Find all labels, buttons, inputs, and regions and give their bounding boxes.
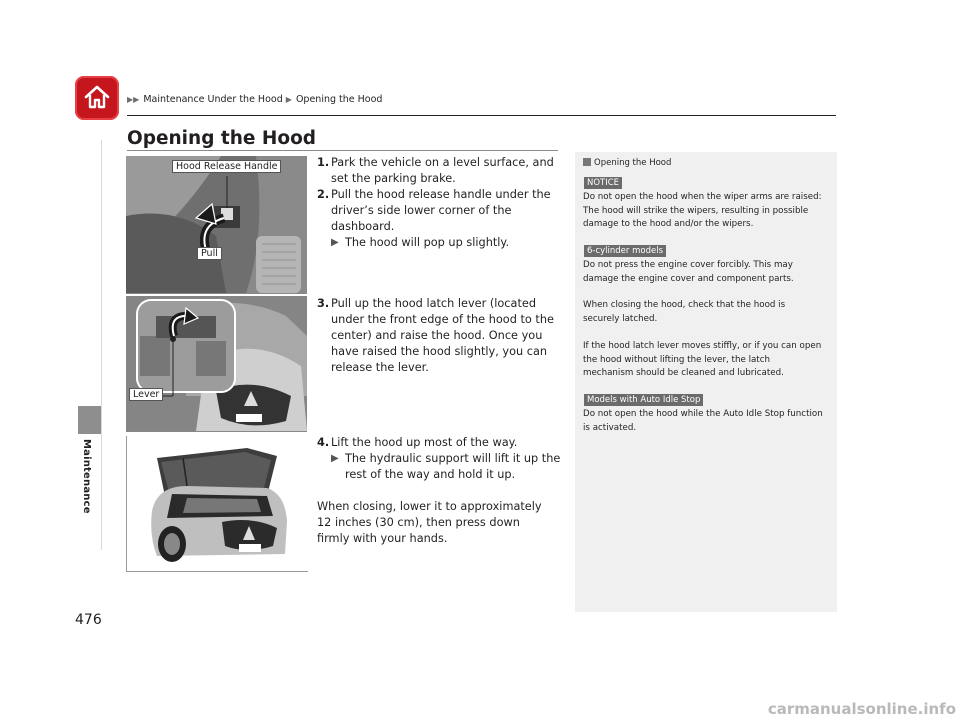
result-text: The hood will pop up slightly.: [345, 236, 510, 249]
title-divider: [127, 150, 558, 151]
sidebar-divider: [101, 140, 102, 550]
callout-lever: Lever: [129, 388, 163, 401]
header-divider: [127, 115, 836, 116]
side-note-title: [583, 158, 671, 168]
figure-hood-raised: [126, 436, 308, 572]
steps-block: [317, 155, 567, 251]
step-number: 2.: [317, 188, 330, 201]
step-text: Lift the hood up most of the way.: [331, 436, 518, 449]
figure-hood-release-handle: [126, 156, 307, 294]
hood-raised-illustration: [127, 436, 308, 571]
step-text: Pull the hood release handle under the driver’s side lower corner of the dashboard.: [331, 188, 551, 233]
breadcrumb-arrow-icon: ▶▶: [127, 95, 140, 104]
step-number: 1.: [317, 156, 330, 169]
page-number: 476: [75, 612, 102, 628]
result-arrow-icon: ▶: [331, 237, 339, 248]
reference-icon: [583, 158, 591, 166]
step-text: Park the vehicle on a level surface, and set the parking brake.: [331, 156, 554, 185]
step-1: [317, 155, 567, 187]
hood-latch-illustration: [126, 296, 307, 431]
side-note-title-text: Opening the Hood: [594, 158, 672, 168]
six-cylinder-text: Do not press the engine cover forcibly. This may damage the engine cover and component parts.: [583, 260, 794, 284]
step-number: 4.: [317, 436, 330, 449]
auto-idle-stop-tag: Models with Auto Idle Stop: [584, 394, 703, 406]
closing-instructions: When closing, lower it to approximately 12 inches (30 cm), then press down firmly with your hands.: [317, 500, 542, 545]
step-number: 3.: [317, 297, 330, 310]
steps-block-3: [317, 296, 567, 376]
step-text: Pull up the hood latch lever (located under the front edge of the hood to the center) and raise the hood. Once you have raised the hood slightly, you can release the lever.: [331, 297, 554, 374]
home-button[interactable]: [75, 76, 119, 120]
breadcrumb: [127, 94, 382, 105]
result-arrow-icon: ▶: [331, 453, 339, 464]
notice-tag: NOTICE: [584, 177, 622, 189]
hood-release-illustration: [126, 156, 307, 293]
breadcrumb-link-maintenance[interactable]: Maintenance Under the Hood: [143, 94, 283, 105]
breadcrumb-current: Opening the Hood: [295, 94, 383, 105]
callout-pull: Pull: [197, 247, 222, 260]
result-text: The hydraulic support will lift it up the rest of the way and hold it up.: [345, 452, 561, 481]
six-cylinder-tag: 6-cylinder models: [584, 245, 666, 257]
step-2: [317, 187, 567, 235]
step-4: [317, 435, 567, 451]
section-label: Maintenance: [81, 439, 92, 514]
watermark: carmanualsonline.info: [767, 700, 956, 718]
notice-text: Do not open the hood when the wiper arms are raised: The hood will strike the wipers, resulting in possible damage to the hood and/or the wipers.: [583, 192, 822, 229]
page-title: Opening the Hood: [127, 128, 317, 149]
step-2-result: [317, 235, 567, 251]
step-4-result: [317, 451, 567, 483]
auto-idle-stop-text: Do not open the hood while the Auto Idle Stop function is activated.: [583, 409, 823, 433]
callout-hood-release-handle: Hood Release Handle: [172, 160, 281, 173]
breadcrumb-arrow-icon: ▶: [285, 95, 292, 104]
home-icon: [83, 83, 111, 111]
figure-hood-latch-lever: [126, 296, 307, 432]
section-tab-marker[interactable]: [78, 406, 101, 434]
latch-lever-text: If the hood latch lever moves stiffly, or if you can open the hood without lifting the lever, the latch mechanism should be cleaned and lubricated.: [583, 341, 822, 378]
steps-block-4: [317, 435, 567, 547]
close-check-text: When closing the hood, check that the hood is securely latched.: [583, 300, 786, 324]
step-3: [317, 296, 567, 376]
